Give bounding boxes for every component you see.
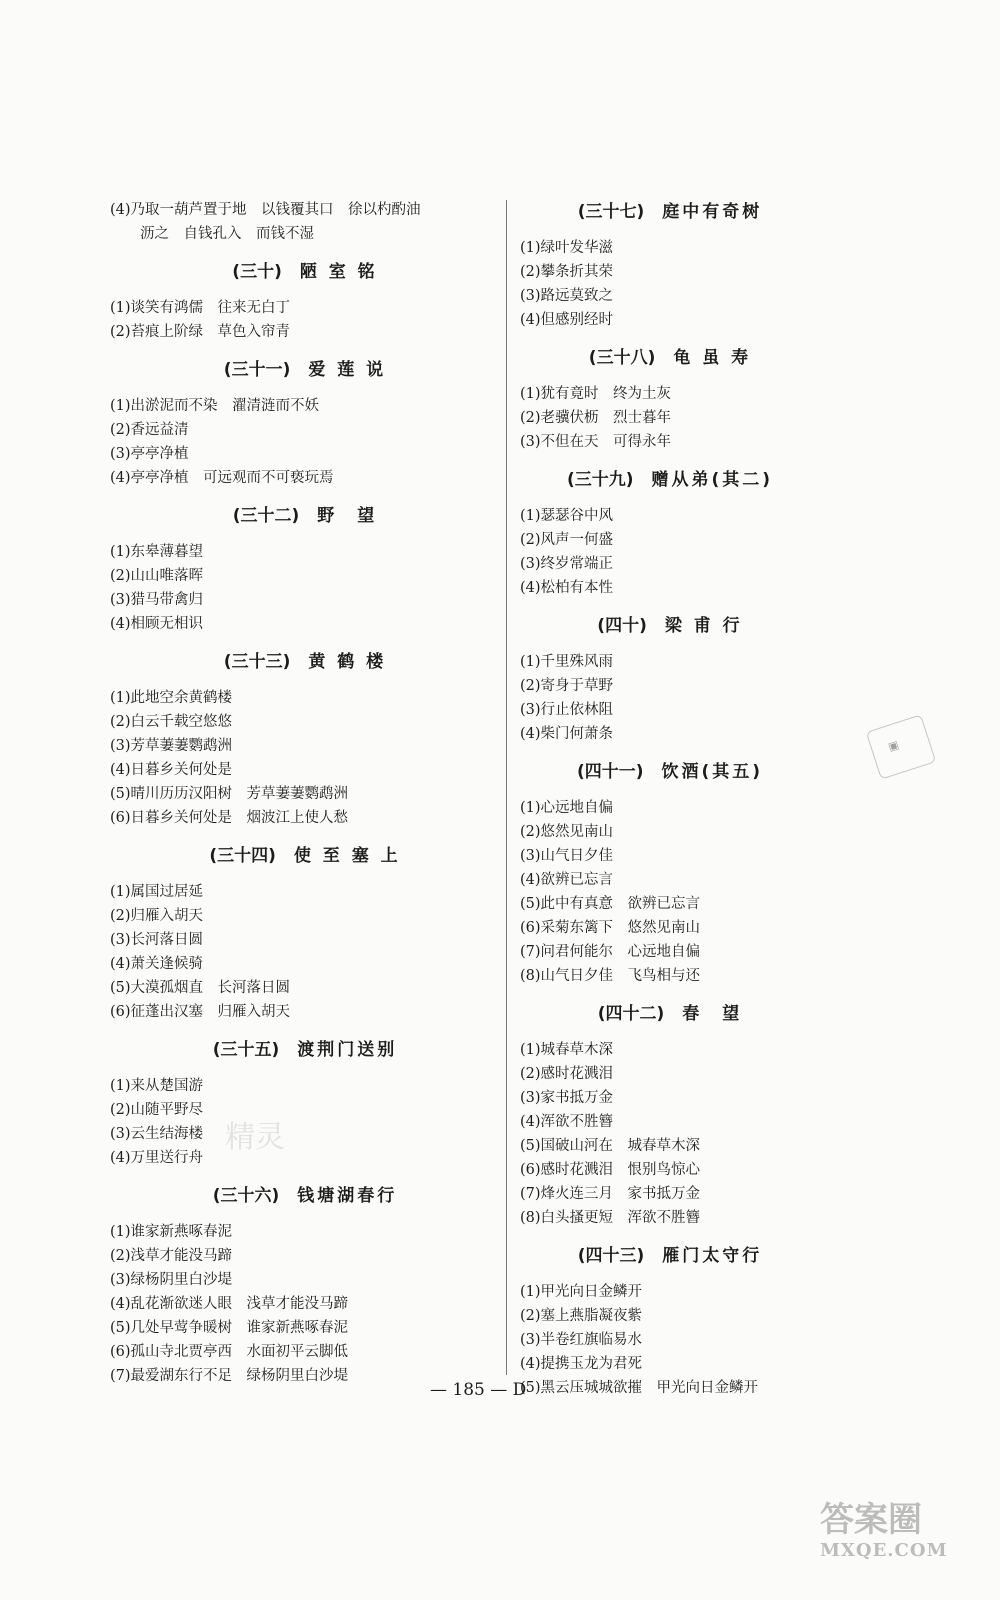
section-number: (四十二) [597,1004,665,1024]
answer-line: (7)最爱湖东行不足 绿杨阴里白沙堤 [110,1368,349,1384]
answer-line: (4)但感别经时 [520,312,614,328]
answer-line: (5)此中有真意 欲辨已忘言 [520,896,701,912]
answer-line: (3)不但在天 可得永年 [520,434,672,450]
section-number: (三十五) [212,1040,280,1060]
section-title [520,346,820,370]
page-number: — 185 — D [430,1380,527,1400]
section-name: 使 至 塞 上 [293,846,401,866]
section-number: (三十四) [209,846,276,866]
answer-line: (2)风声一何盛 [520,532,614,548]
answer-line: (4)萧关逢候骑 [110,956,204,972]
answer-line: (1)千里殊风雨 [520,654,614,670]
answer-line: (2)山山唯落晖 [110,568,204,584]
answer-line: (2)白云千载空悠悠 [110,714,233,730]
section-number: (三十九) [566,470,634,490]
answer-line: (4)日暮乡关何处是 [110,762,233,778]
answer-line: (3)猎马带禽归 [110,592,204,608]
answer-line: (4)松柏有本性 [520,580,614,596]
intro-line: 沥之 自钱孔入 而钱不湿 [140,226,314,242]
answer-line: (1)来从楚国游 [110,1078,204,1094]
answer-line: (5)大漠孤烟直 长河落日圆 [110,980,291,996]
section-number: (三十八) [588,348,656,368]
watermark-logo: 答案圈 [820,1500,922,1540]
section-number: (三十六) [212,1186,280,1206]
answer-line: (1)心远地自偏 [520,800,614,816]
answer-line: (6)征蓬出汉塞 归雁入胡天 [110,1004,291,1020]
section-name: 渡荆门送别 [297,1040,398,1060]
section-title [110,844,500,868]
answer-line: (4)浑欲不胜簪 [520,1114,614,1130]
section-name: 雁门太守行 [662,1246,763,1266]
section-title [110,358,500,382]
site-watermark [820,1500,990,1570]
answer-line: (5)国破山河在 城春草木深 [520,1138,701,1154]
answer-line: (2)攀条折其荣 [520,264,614,280]
answer-line: (2)感时花溅泪 [520,1066,614,1082]
answer-line: (5)黑云压城城欲摧 甲光向日金鳞开 [520,1380,759,1396]
right-column [520,198,820,1400]
answer-line: (5)几处早莺争暖树 谁家新燕啄春泥 [110,1320,349,1336]
answer-line: (6)孤山寺北贾亭西 水面初平云脚低 [110,1344,349,1360]
watermark-url: MXQE.COM [820,1540,948,1561]
answer-line: (3)绿杨阴里白沙堤 [110,1272,233,1288]
answer-line: (4)乱花渐欲迷人眼 浅草才能没马蹄 [110,1296,349,1312]
section-name: 庭中有奇树 [662,202,763,222]
answer-line: (2)浅草才能没马蹄 [110,1248,233,1264]
answer-line: (1)此地空余黄鹤楼 [110,690,233,706]
answer-line: (1)甲光向日金鳞开 [520,1284,643,1300]
answer-line: (3)亭亭净植 [110,446,189,462]
answer-line: (5)晴川历历汉阳树 芳草萋萋鹦鹉洲 [110,786,349,802]
answer-line: (2)悠然见南山 [520,824,614,840]
section-number: (三十) [232,262,282,282]
answer-line: (1)犹有竟时 终为土灰 [520,386,672,402]
answer-line: (2)归雁入胡天 [110,908,204,924]
answer-line: (6)采菊东篱下 悠然见南山 [520,920,701,936]
answer-line: (3)家书抵万金 [520,1090,614,1106]
section-name: 梁 甫 行 [664,616,743,636]
answer-line: (1)瑟瑟谷中风 [520,508,614,524]
section-name: 饮酒(其五) [661,762,764,782]
section-title [110,504,500,528]
section-number: (三十二) [232,506,300,526]
intro-line: (4)乃取一葫芦置于地 以钱覆其口 徐以杓酌油 [110,202,421,218]
section-number: (四十一) [576,762,644,782]
answer-line: (4)亭亭净植 可远观而不可亵玩焉 [110,470,334,486]
answer-line: (2)香远益清 [110,422,189,438]
section-title [520,614,820,638]
answer-line: (4)万里送行舟 [110,1150,204,1166]
section-name: 钱塘湖春行 [297,1186,398,1206]
answer-line: (7)问君何能尔 心远地自偏 [520,944,701,960]
answer-line: (3)路远莫致之 [520,288,614,304]
answer-line: (3)山气日夕佳 [520,848,614,864]
answer-line: (1)出淤泥而不染 濯清涟而不妖 [110,398,320,414]
section-name: 爱 莲 说 [308,360,387,380]
answer-line: (4)提携玉龙为君死 [520,1356,643,1372]
section-title [520,760,820,784]
section-title [110,650,500,674]
answer-line: (6)日暮乡关何处是 烟波江上使人愁 [110,810,349,826]
answer-line: (3)长河落日圆 [110,932,204,948]
section-name: 陋 室 铭 [299,262,378,282]
answer-line: (7)烽火连三月 家书抵万金 [520,1186,701,1202]
section-title [110,260,500,284]
section-name: 春 望 [682,1004,743,1024]
answer-line: (2)寄身于草野 [520,678,614,694]
section-title [520,1244,820,1268]
section-number: (三十三) [223,652,291,672]
section-name: 黄 鹤 楼 [308,652,387,672]
answer-line: (1)谁家新燕啄春泥 [110,1224,233,1240]
answer-line: (3)云生结海楼 [110,1126,204,1142]
answer-line: (6)感时花溅泪 恨别鸟惊心 [520,1162,701,1178]
answer-line: (3)半卷红旗临易水 [520,1332,643,1348]
section-number: (四十三) [577,1246,645,1266]
answer-line: (1)属国过居延 [110,884,204,900]
answer-line: (1)绿叶发华滋 [520,240,614,256]
section-title [520,1002,820,1026]
answer-line: (4)欲辨已忘言 [520,872,614,888]
answer-line: (2)苔痕上阶绿 草色入帘青 [110,324,291,340]
section-name: 赠从弟(其二) [651,470,774,490]
section-number: (四十) [597,616,647,636]
answer-line: (3)行止依林阻 [520,702,614,718]
answer-line: (4)柴门何萧条 [520,726,614,742]
answer-line: (2)山随平野尽 [110,1102,204,1118]
section-title [110,1038,500,1062]
answer-line: (2)老骥伏枥 烈士暮年 [520,410,672,426]
section-title [520,200,820,224]
faint-watermark: 精灵 [225,1120,285,1155]
answer-line: (3)终岁常端正 [520,556,614,572]
answer-line: (1)谈笑有鸿儒 往来无白丁 [110,300,291,316]
answer-line: (3)芳草萋萋鹦鹉洲 [110,738,233,754]
answer-line: (4)相顾无相识 [110,616,204,632]
section-name: 野 望 [317,506,378,526]
answer-line: (1)东皋薄暮望 [110,544,204,560]
stamp-icon: ▣ [866,714,937,779]
answer-line: (1)城春草木深 [520,1042,614,1058]
answer-line: (2)塞上燕脂凝夜紫 [520,1308,643,1324]
column-divider [506,200,507,1375]
left-column [110,198,500,1388]
section-title [520,468,820,492]
section-number: (三十一) [223,360,291,380]
section-number: (三十七) [577,202,645,222]
section-title [110,1184,500,1208]
section-name: 龟 虽 寿 [673,348,752,368]
answer-line: (8)山气日夕佳 飞鸟相与还 [520,968,701,984]
answer-line: (8)白头搔更短 浑欲不胜簪 [520,1210,701,1226]
